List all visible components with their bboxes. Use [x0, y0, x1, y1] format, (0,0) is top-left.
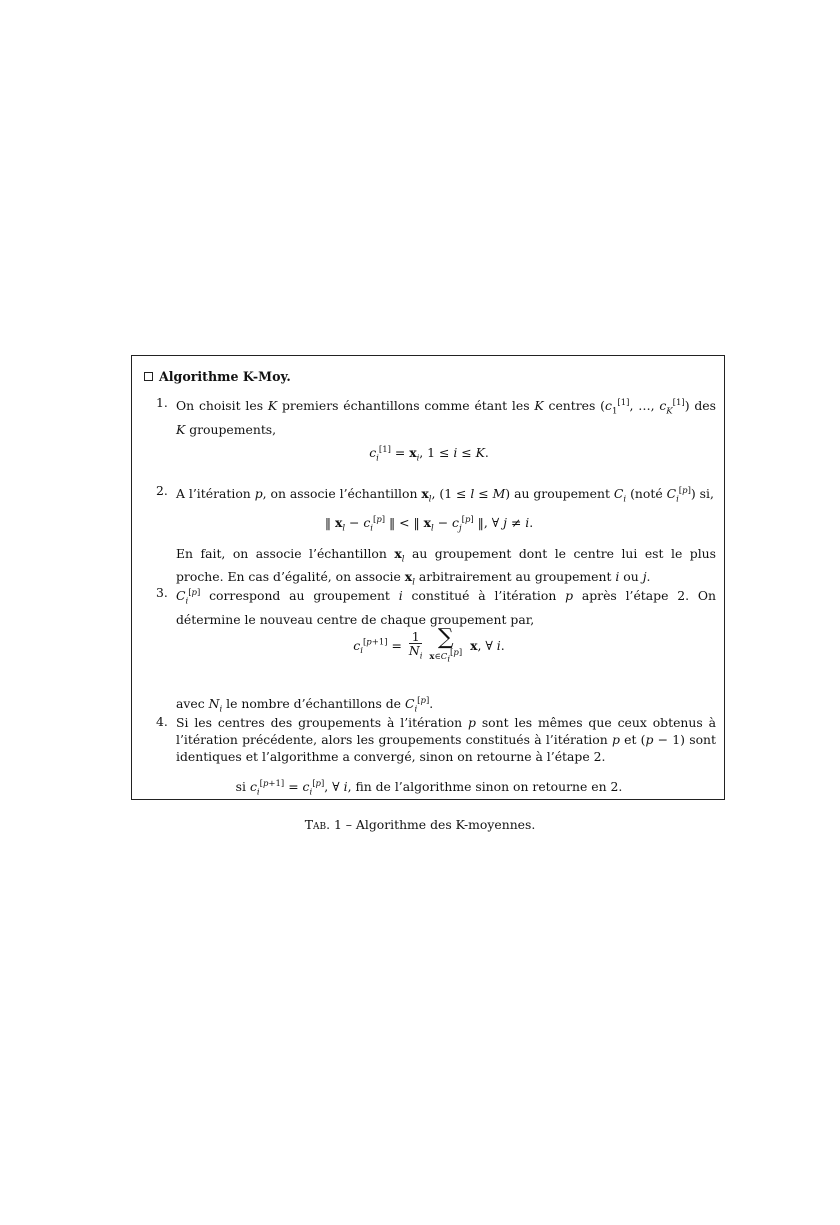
step-3-explanation: avec $N_i$ le nombre d’échantillons de $C_i[p]$.: [176, 696, 434, 715]
algorithm-table: [131, 355, 725, 800]
square-bullet-icon: [144, 372, 153, 381]
step-4-number: 4.: [156, 714, 168, 729]
step-2-explanation: En fait, on associe l’échantillon $x_l$ au groupement dont le centre lui est le plus proche. En cas d’égalité, on associe $x_l$ arbitrairement au groupement i ou j.: [176, 546, 717, 588]
step-2-equation: ‖ $x_l - c_i[p]$ ‖ < ‖ $x_l - c_j[p]$ ‖, ∀ j ≠ i.: [324, 515, 534, 534]
step-2-number: 2.: [156, 483, 168, 498]
step-3-text: $C_i[p]$ correspond au groupement i constitué à l’itération p après l’étape 2. On détermine le nouveau centre de chaque groupement par,: [176, 588, 716, 627]
step-1-equation: $c_i[1] = x_i$, 1 ≤ i ≤ K.: [369, 445, 489, 464]
step-3-number: 3.: [156, 585, 168, 600]
caption-text: Algorithme des K-moyennes.: [355, 817, 536, 832]
table-caption: [0, 817, 840, 832]
step-1-text: On choisit les K premiers échantillons comme étant les K centres ($c_1[1]$, …, $c_K[1]$) des K groupements,: [176, 398, 716, 437]
step-1-number: 1.: [156, 395, 168, 410]
table-title-row: [144, 369, 291, 384]
caption-label: Tab. 1: [304, 817, 342, 832]
step-2-text: A l’itération p, on associe l’échantillon $x_l$, (1 ≤ l ≤ M) au groupement $C_i$ (noté $C_i[p]$) si,: [176, 486, 714, 505]
table-title: Algorithme K-Moy.: [159, 369, 291, 384]
step-4-text: Si les centres des groupements à l’itération p sont les mêmes que ceux obtenus à l’itération précédente, alors les groupements constitués à l’itération p et (p − 1) sont identiques et l’algorithme a convergé, sinon on retourne à l’étape 2.: [176, 715, 716, 764]
step-4-equation: si $c_i[p+1] = c_i[p]$, ∀ i, fin de l’algorithme sinon on retourne en 2.: [235, 779, 623, 798]
caption-separator: –: [341, 817, 356, 832]
step-3-equation: $c_i[p+1]$ = $\frac{1}{N_i}$ ∑ $x\in C_i[p]$ x, ∀ i.: [353, 625, 505, 665]
